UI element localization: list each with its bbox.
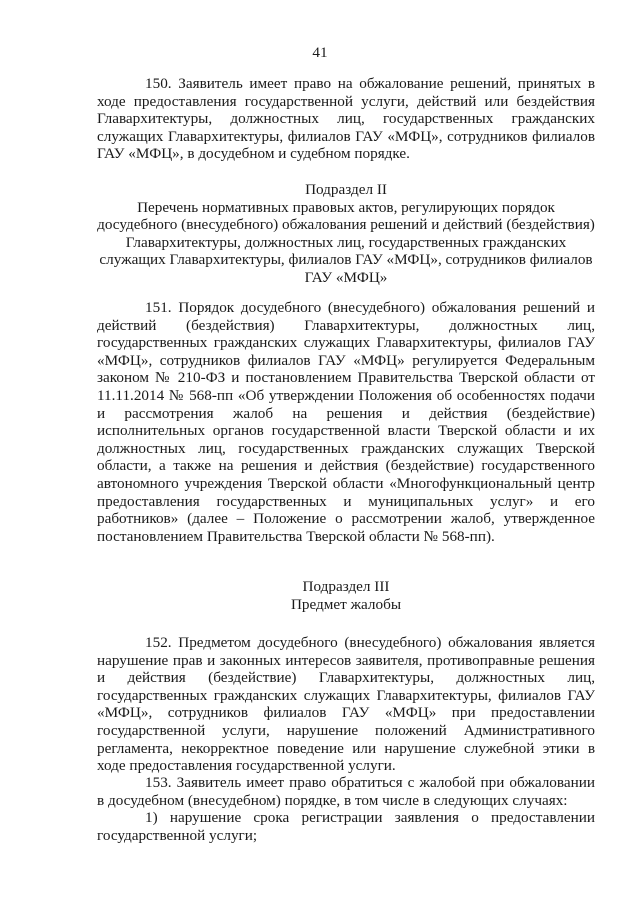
paragraph-151 bbox=[97, 299, 595, 545]
subsection-2-title-line: Перечень нормативных правовых актов, регулирующих порядок bbox=[137, 198, 555, 216]
paragraph-153 bbox=[97, 774, 595, 809]
list-item-1 bbox=[97, 809, 595, 844]
subsection-2-label: Подраздел II bbox=[305, 181, 387, 198]
paragraph-152 bbox=[97, 634, 595, 775]
subsection-2-title-line: Главархитектуры, должностных лиц, государственных гражданских bbox=[125, 233, 567, 251]
list-item-1-text: 1) нарушение срока регистрации заявления о предоставлении государственной услуги; bbox=[97, 809, 595, 844]
paragraph-150 bbox=[97, 75, 595, 163]
subsection-2-title-line: служащих Главархитектуры, филиалов ГАУ «МФЦ», сотрудников филиалов bbox=[99, 251, 593, 269]
paragraph-153-text: 153. Заявитель имеет право обратиться с жалобой при обжаловании в досудебном (внесудебном) порядке, в том числе в следующих случаях: bbox=[97, 774, 595, 809]
subsection-2-heading bbox=[97, 181, 595, 287]
subsection-2-title-line: досудебного (внесудебного) обжалования решений и действий (бездействия) bbox=[97, 216, 595, 234]
subsection-3-heading bbox=[97, 578, 595, 613]
subsection-2-title-line: ГАУ «МФЦ» bbox=[304, 268, 388, 286]
subsection-3-title: Предмет жалобы bbox=[290, 595, 402, 613]
paragraph-152-text: 152. Предметом досудебного (внесудебного) обжалования является нарушение прав и законных интересов заявителя, противоправные решения и действия (бездействие) Главархитектуры, должностных лиц, государственных гражданских служащих Главархитектуры, филиалов ГАУ «МФЦ», сотрудников филиалов ГАУ «МФЦ» при предоставлении государственной услуги, нарушение положений Административного регламента, некорректное поведение или нарушение служебной этики в ходе предоставления государственной услуги. bbox=[97, 634, 595, 775]
subsection-3-label: Подраздел III bbox=[302, 578, 390, 595]
page-number: 41 bbox=[312, 44, 328, 61]
paragraph-150-text: 150. Заявитель имеет право на обжалование решений, принятых в ходе предоставления государственной услуги, действий или бездействия Главархитектуры, должностных лиц, государственных гражданских служащих Главархитектуры, филиалов ГАУ «МФЦ», сотрудников филиалов ГАУ «МФЦ», в досудебном и судебном порядке. bbox=[97, 75, 595, 163]
paragraph-151-text: 151. Порядок досудебного (внесудебного) обжалования решений и действий (бездействия) Главархитектуры, должностных лиц, государственных гражданских служащих Главархитектуры, филиалов ГАУ «МФЦ», сотрудников филиалов ГАУ «МФЦ» регулируется Федеральным законом № 210-ФЗ и постановлением Правительства Тверской области от 11.11.2014 № 568-пп «Об утверждении Положения об особенностях подачи и рассмотрения жалоб на решения и действия (бездействие) исполнительных органов государственной власти Тверской области и их должностных лиц, государственных гражданских служащих Тверской области, а также на решения и действия (бездействие) государственного автономного учреждения Тверской области «Многофункциональный центр предоставления государственных и муниципальных услуг» и его работников» (далее – Положение о рассмотрении жалоб, утвержденное постановлением Правительства Тверской области № 568-пп). bbox=[97, 299, 595, 545]
